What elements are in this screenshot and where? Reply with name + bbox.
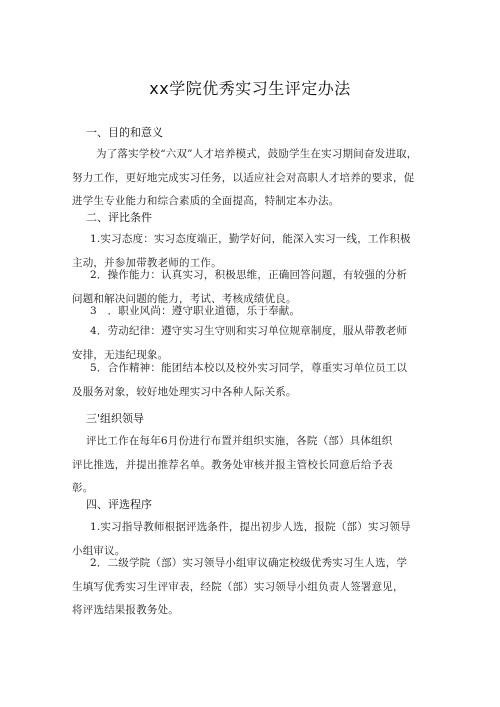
paragraph-line: 为了落实学校“六双”人才培养模式，鼓励学生在实习期间奋发进取， [96, 148, 418, 160]
paragraph-line: 3 ．职业风尚：遵守职业道德，乐于奉献。 [90, 305, 301, 317]
paragraph-line: 主动，并参加带教老师的工作。 [72, 256, 222, 269]
section-heading-purpose: 一、目的和意义 [86, 126, 163, 139]
paragraph-line: 评比工作在每年6月份进行布置并组织实施，各院（部）具体组织 [86, 435, 393, 447]
paragraph [72, 357, 430, 404]
section-heading-criteria: 二、评比条件 [86, 211, 152, 224]
paragraph-line: 将评选结果报教务处。 [72, 604, 179, 616]
paragraph-line: 5．合作精神：能团结本校以及校外实习同学，尊重实习单位员工以 [90, 362, 408, 374]
paragraph-line: 努力工作，更好地完成实习任务，以适应社会对高职人才培养的要求，促 [72, 171, 415, 184]
paragraph [72, 143, 430, 214]
paragraph-line: 1.实习态度：实习态度端正，勤学好问，能深入实习一线，工作积极 [90, 233, 411, 245]
paragraph-line: 4．劳动纪律：遵守实习生守则和实习单位规章制度，服从带教老师 [90, 325, 408, 337]
paragraph-line: 进学生专业能力和综合素质的全面提高，特制定本办法。 [72, 195, 340, 207]
paragraph-line: 安排，无违纪现象。 [72, 348, 169, 361]
paragraph [72, 430, 430, 501]
paragraph [72, 552, 430, 623]
paragraph-line: 1.实习指导教师根据评选条件，提出初步人选，报院（部）实习领导 [90, 521, 411, 533]
paragraph-line: 评比推选，并提出推荐名单。教务处审核并报主管校长同意后给予表 [72, 458, 393, 471]
paragraph-line: 2．二级学院（部）实习领导小组审议确定校级优秀实习生人选，学 [90, 557, 408, 569]
paragraph-line: 2．操作能力：认真实习，积极思维，正确回答问题，有较强的分析 [90, 269, 408, 281]
paragraph-line: 生填写优秀实习生评审表，经院（部）实习领导小组负责人签署意见， [72, 580, 404, 593]
page-title: xx学院优秀实习生评定办法 [149, 79, 351, 98]
paragraph-line: 小组审议。 [72, 544, 126, 557]
paragraph-line: 及服务对象，较好地处理实习中各种人际关系。 [72, 385, 297, 398]
paragraph-line: 彰。 [72, 482, 94, 494]
section-heading-organization: 三'组织领导 [86, 412, 145, 425]
paragraph-line: 问题和解决问题的能力，考试、考核成绩优良。 [72, 292, 297, 305]
section-heading-procedure: 四、评选程序 [86, 498, 152, 511]
